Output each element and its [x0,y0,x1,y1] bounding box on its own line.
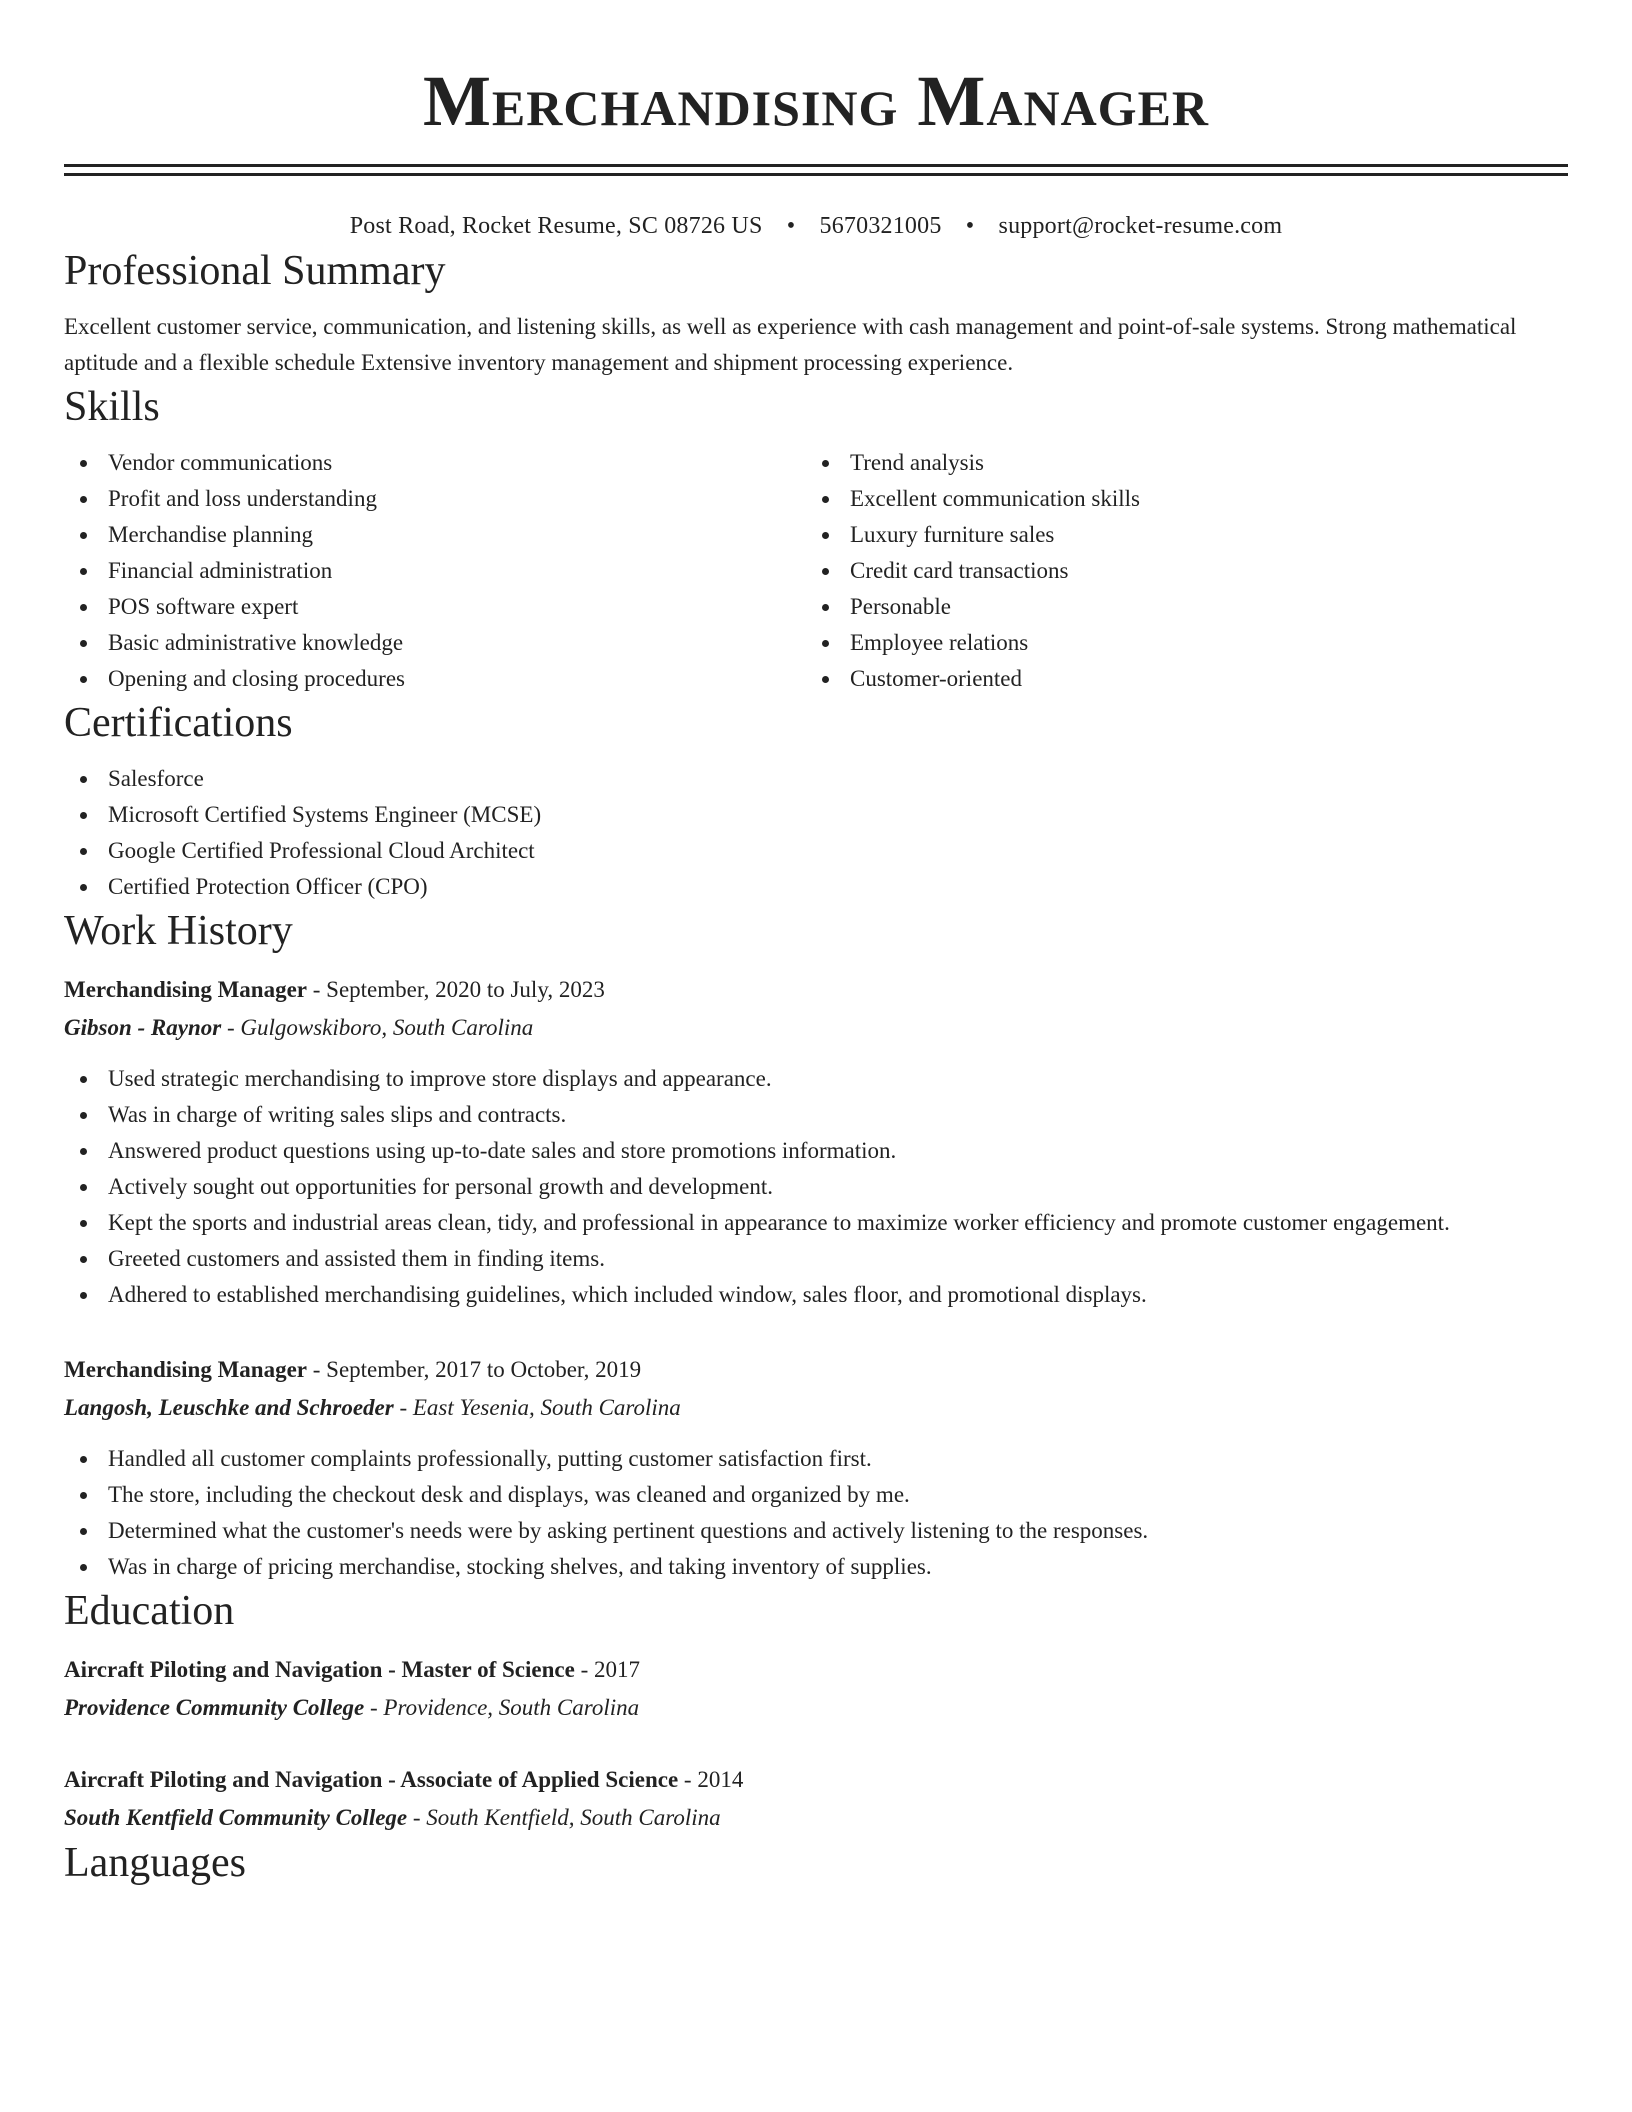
job-role: Merchandising Manager [64,977,307,1003]
job-location: East Yesenia, South Carolina [412,1395,681,1421]
education-degree: Aircraft Piloting and Navigation - Associate of Applied Science [64,1767,679,1793]
skills-list-right [806,445,1548,697]
skill-item: Credit card transactions [806,553,1548,589]
certifications-section [64,697,1568,905]
contact-address: Post Road, Rocket Resume, SC 08726 US [349,213,763,239]
work-history-section [64,905,1568,1585]
job-company-line: Langosh, Leuschke and Schroeder - East Yesenia, South Carolina [64,1395,681,1421]
certification-item: Microsoft Certified Systems Engineer (MCSE) [64,797,1568,833]
job-duty: Greeted customers and assisted them in finding items. [64,1241,1568,1277]
job-duty: Used strategic merchandising to improve store displays and appearance. [64,1061,1568,1097]
education-location: Providence, South Carolina [383,1695,640,1721]
job-entry [64,1351,1568,1585]
job-title-line: Merchandising Manager - September, 2017 to October, 2019 [64,1357,642,1383]
education-location: South Kentfield, South Carolina [426,1805,721,1831]
languages-section [64,1837,1568,1889]
job-title-line: Merchandising Manager - September, 2020 to July, 2023 [64,977,605,1003]
job-duty: Handled all customer complaints professionally, putting customer satisfaction first. [64,1441,1568,1477]
skill-item: Profit and loss understanding [64,481,806,517]
summary-text: Excellent customer service, communication, and listening skills, as well as experience with cash management and point-of-sale systems. Strong mathematical aptitude and a flexible schedule Extensive inventory management and shipment processing experience. [64,314,1517,376]
contact-phone: 5670321005 [819,213,942,239]
job-entry [64,971,1568,1313]
education-school-line: South Kentfield Community College - South Kentfield, South Carolina [64,1805,721,1831]
job-duty: Was in charge of writing sales slips and contracts. [64,1097,1568,1133]
skill-item: Vendor communications [64,445,806,481]
education-section [64,1585,1568,1837]
education-degree: Aircraft Piloting and Navigation - Master of Science [64,1657,575,1683]
header-divider-bottom [64,173,1568,176]
skill-item: Excellent communication skills [806,481,1548,517]
job-company-line: Gibson - Raynor - Gulgowskiboro, South Carolina [64,1015,534,1041]
skills-grid [64,445,1568,697]
job-duty: Was in charge of pricing merchandise, stocking shelves, and taking inventory of supplies. [64,1549,1568,1585]
job-duties-list [64,1441,1568,1585]
skill-item: Customer-oriented [806,661,1548,697]
skill-item: Basic administrative knowledge [64,625,806,661]
contact-line [64,208,1568,245]
job-duty: Adhered to established merchandising guidelines, which included window, sales floor, and promotional displays. [64,1277,1568,1313]
contact-separator: • [965,213,975,239]
skill-item: Financial administration [64,553,806,589]
education-entry [64,1761,1568,1837]
header-divider-top [64,164,1568,167]
skills-list-left [64,445,806,697]
contact-email: support@rocket-resume.com [998,213,1283,239]
summary-heading: Professional Summary [64,248,446,295]
work-history-heading: Work History [64,908,293,955]
job-role: Merchandising Manager [64,1357,307,1383]
certifications-heading: Certifications [64,700,293,747]
certification-item: Salesforce [64,761,1568,797]
skills-heading: Skills [64,384,160,431]
education-heading: Education [64,1588,235,1635]
education-year: 2014 [697,1767,744,1793]
skill-item: Merchandise planning [64,517,806,553]
summary-section [64,245,1568,381]
job-duty: Kept the sports and industrial areas clean, tidy, and professional in appearance to maximize worker efficiency and promote customer engagement. [64,1205,1568,1241]
education-school: South Kentfield Community College [64,1805,408,1831]
education-degree-line: Aircraft Piloting and Navigation - Master of Science - 2017 [64,1657,640,1683]
job-duties-list [64,1061,1568,1313]
education-school-line: Providence Community College - Providence, South Carolina [64,1695,640,1721]
education-year: 2017 [594,1657,640,1683]
contact-separator: • [786,213,796,239]
job-duty: Determined what the customer's needs were by asking pertinent questions and actively listening to the responses. [64,1513,1568,1549]
job-duty: The store, including the checkout desk and displays, was cleaned and organized by me. [64,1477,1568,1513]
skill-item: Employee relations [806,625,1548,661]
education-entry [64,1651,1568,1727]
certification-item: Google Certified Professional Cloud Architect [64,833,1568,869]
job-duty: Answered product questions using up-to-date sales and store promotions information. [64,1133,1568,1169]
candidate-name: Merchandising Manager [422,61,1210,141]
job-location: Gulgowskiboro, South Carolina [240,1015,534,1041]
job-company: Langosh, Leuschke and Schroeder [64,1395,394,1421]
skill-item: Luxury furniture sales [806,517,1548,553]
certification-item: Certified Protection Officer (CPO) [64,869,1568,905]
job-dates: September, 2017 to October, 2019 [326,1357,642,1383]
skill-item: Trend analysis [806,445,1548,481]
job-duty: Actively sought out opportunities for personal growth and development. [64,1169,1568,1205]
certifications-list [64,761,1568,905]
job-company: Gibson - Raynor [64,1015,222,1041]
education-school: Providence Community College [64,1695,365,1721]
skill-item: Opening and closing procedures [64,661,806,697]
education-degree-line: Aircraft Piloting and Navigation - Associate of Applied Science - 2014 [64,1767,744,1793]
skill-item: Personable [806,589,1548,625]
job-dates: September, 2020 to July, 2023 [326,977,605,1003]
languages-heading: Languages [64,1840,246,1887]
skills-section [64,381,1568,697]
skill-item: POS software expert [64,589,806,625]
